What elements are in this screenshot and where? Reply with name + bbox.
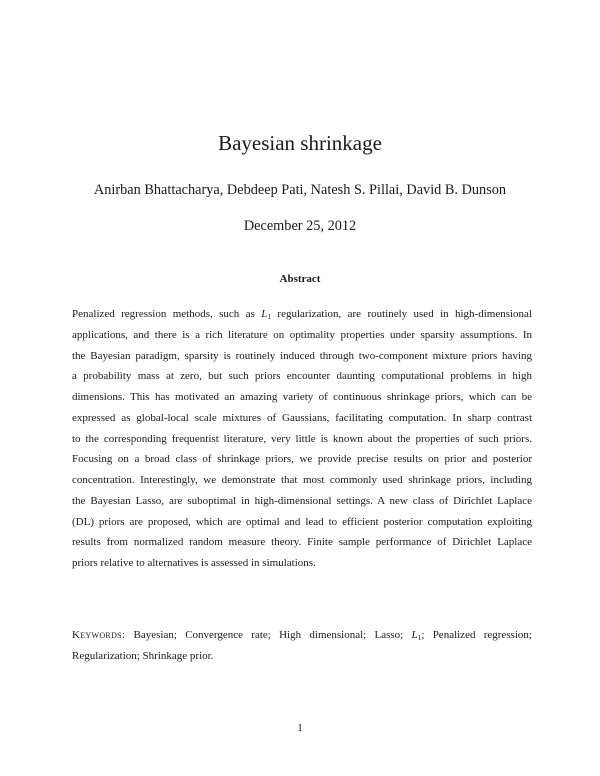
abstract-line: concentration. Interestingly, we demonstrate that most commonly used shrinkage priors, including <box>72 474 532 486</box>
abstract-line: to the corresponding frequentist literature, very little is known about the properties of such priors. <box>72 432 532 445</box>
abstract-line: dimensions. This has motivated an amazing variety of continuous shrinkage priors, which can be <box>72 391 532 403</box>
keywords-line: Keywords: Bayesian; Convergence rate; High dimensional; Lasso; $L_1$; Penalized regression; <box>72 629 532 642</box>
math-l1: $L_1$ <box>411 629 422 642</box>
abstract-line: priors relative to alternatives is assessed in simulations. <box>72 557 316 569</box>
abstract-line: results from normalized random measure theory. Finite sample performance of Dirichlet Laplace <box>72 536 532 549</box>
abstract-body <box>72 304 532 574</box>
abstract-line: the Bayesian Lasso, are suboptimal in high-dimensional settings. A new class of Dirichlet Laplace <box>72 494 532 507</box>
abstract-line: Penalized regression methods, such as $L_1$ regularization, are routinely used in high-dimensional <box>72 308 532 321</box>
author-list: Anirban Bhattacharya, Debdeep Pati, Natesh S. Pillai, David B. Dunson <box>93 182 507 198</box>
page-number: 1 <box>297 722 303 734</box>
keywords-line: Regularization; Shrinkage prior. <box>72 650 214 662</box>
math-l1: $L_1$ <box>261 308 272 321</box>
abstract-line: a probability mass at zero, but such priors encounter daunting computational problems in high <box>72 370 532 383</box>
keywords-section <box>72 625 532 667</box>
abstract-line: expressed as global-local scale mixtures of Gaussians, facilitating computation. In sharp contrast <box>72 411 532 424</box>
abstract-line: Focusing on a broad class of shrinkage priors, we provide precise results on prior and posterior <box>72 453 532 466</box>
keywords-label: Keywords: <box>72 629 126 641</box>
publication-date: December 25, 2012 <box>243 218 357 234</box>
abstract-line: the Bayesian paradigm, sparsity is routinely induced through two-component mixture priors having <box>72 349 532 362</box>
paper-title: Bayesian shrinkage <box>218 131 382 155</box>
abstract-line: applications, and there is a rich literature on optimality properties under sparsity assumptions. In <box>72 328 532 341</box>
abstract-line: (DL) priors are proposed, which are optimal and lead to efficient posterior computation exploiting <box>72 515 532 528</box>
abstract-heading: Abstract <box>279 273 321 285</box>
